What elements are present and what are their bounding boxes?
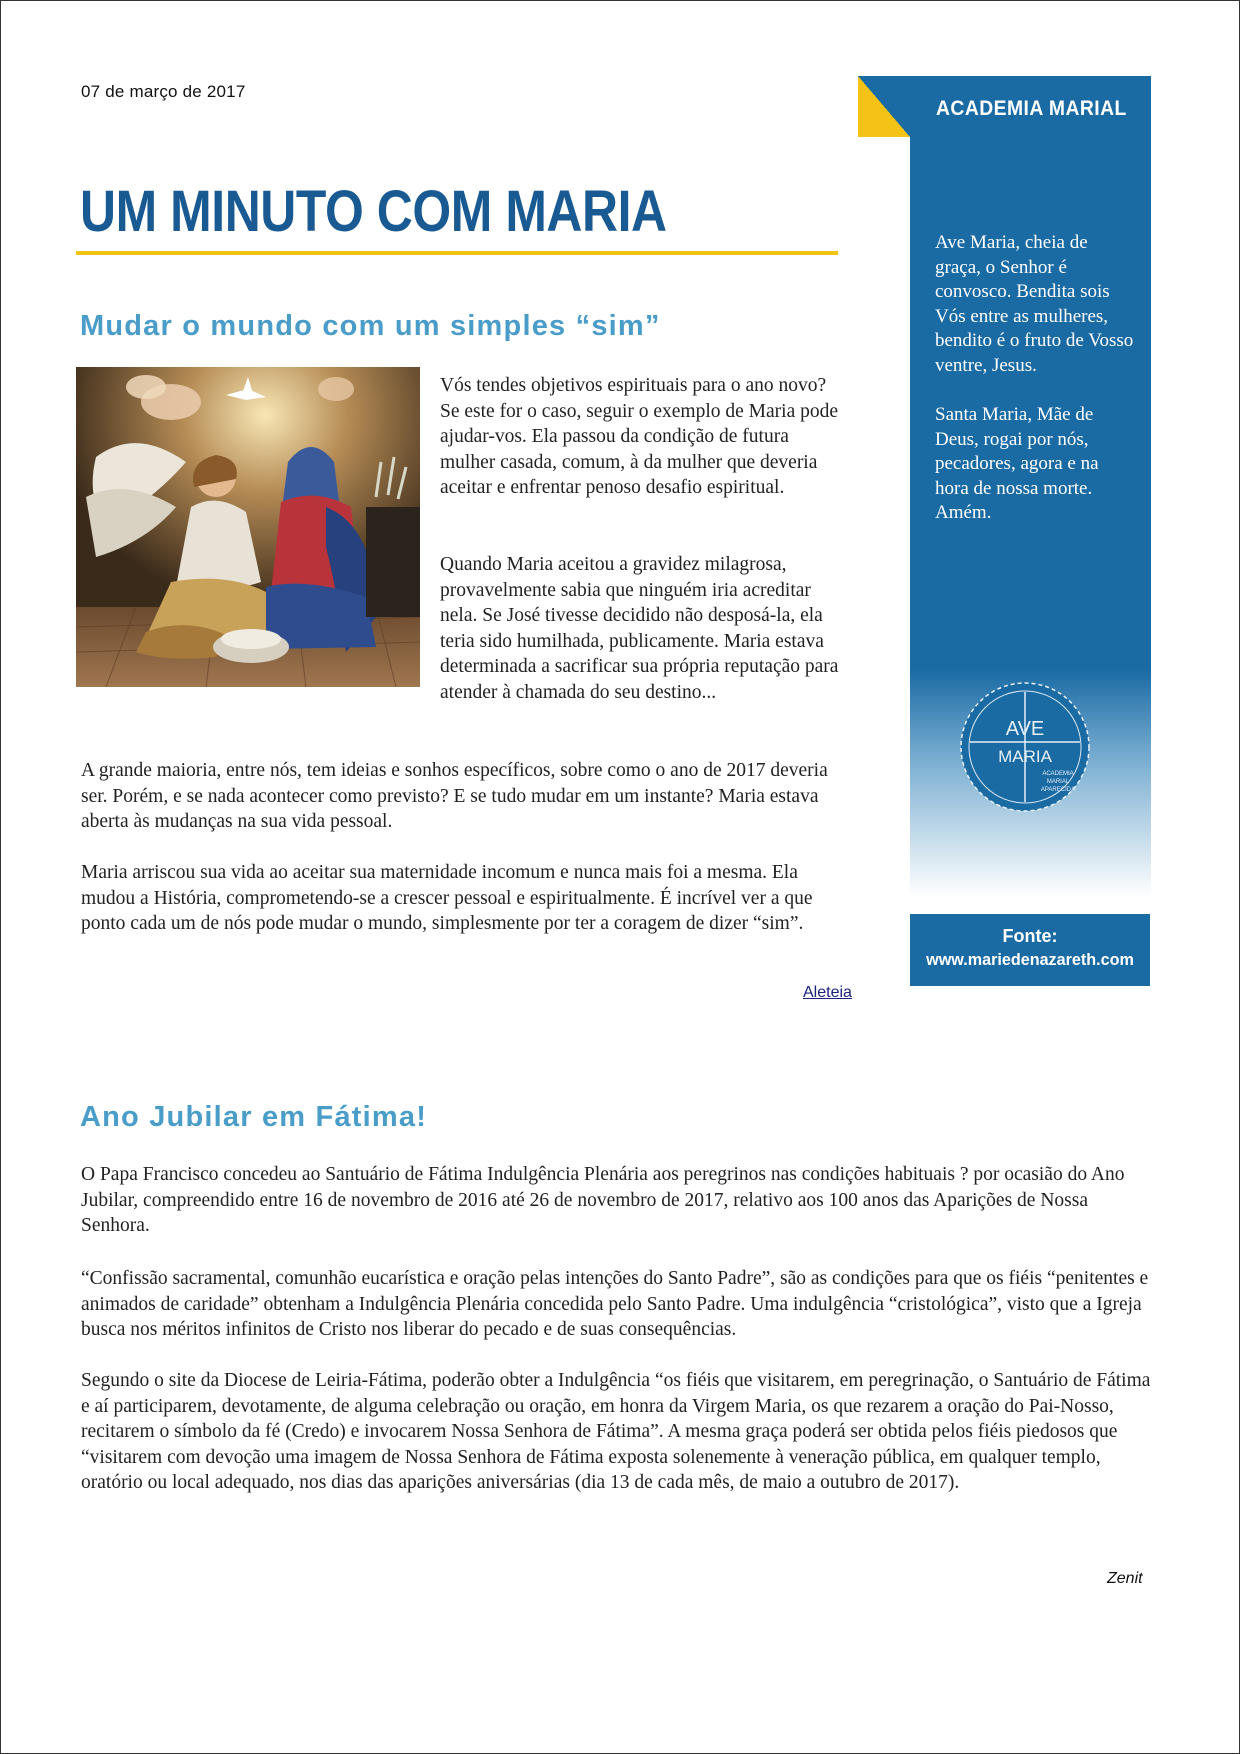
prayer-ave-maria: Ave Maria, cheia de graça, o Senhor é convosco. Bendita sois Vós entre as mulheres, bendito é o fruto de Vosso ventre, Jesus. (935, 232, 1134, 376)
aleteia-source-link[interactable]: Aleteia (803, 984, 852, 1001)
article2-heading: Ano Jubilar em Fátima! (80, 1101, 428, 1133)
article1-paragraph-2: Quando Maria aceitou a gravidez milagrosa, provavelmente sabia que ninguém iria acreditar nela. Se José tivesse decidido não desposá-la, ela teria sido humilhada, publicamente. Maria estava determinada a sacrificar sua própria reputação para atender à chamada do seu destino... (440, 554, 839, 703)
seal-aparecida: APARECIDA (1040, 787, 1076, 793)
source-label: Fonte: (1002, 926, 1058, 946)
seal-marial: MARIAL (1046, 779, 1070, 785)
article1-heading: Mudar o mundo com um simples “sim” (80, 310, 661, 342)
article2-paragraph-3: Segundo o site da Diocese de Leiria-Fátima, poderão obter a Indulgência “os fiéis que visitarem, em peregrinação, o Santuário de Fátima e aí participarem, devotamente, de alguma celebração ou oração, em honra da Virgem Maria, os que rezarem a oração do Pai-Nosso, recitarem o símbolo da fé (Credo) e invocarem Nossa Senhora de Fátima”. A mesma graça poderá ser obtida pelos fiéis piedosos que “visitarem com devoção uma imagem de Nossa Senhora de Fátima exposta solenemente à veneração pública, em qualquer templo, oratório ou local adequado, nos dias das aparições aniversárias (dia 13 de cada mês, de maio a outubro de 2017). (81, 1370, 1151, 1493)
article1-paragraph-4: Maria arriscou sua vida ao aceitar sua maternidade incomum e nunca mais foi a mesma. Ela mudou a História, comprometendo-se a crescer pessoal e espiritualmente. É incrível ver a que ponto cada um de nós pode mudar o mundo, simplesmente por ter a coragem de dizer “sim”. (81, 862, 813, 934)
article2-paragraph-1: O Papa Francisco concedeu ao Santuário de Fátima Indulgência Plenária aos peregrinos nas condições habituais ? por ocasião do Ano Jubilar, compreendido entre 16 de novembro de 2016 até 26 de novembro de 2017, relativo aos 100 anos das Aparições de Nossa Senhora. (81, 1164, 1125, 1236)
source-url[interactable]: www.mariedenazareth.com (926, 950, 1134, 969)
article1-paragraph-1: Vós tendes objetivos espirituais para o ano novo? Se este for o caso, seguir o exemplo de Maria pode ajudar-vos. Ela passou da condição de futura mulher casada, comum, à da mulher que deveria aceitar e enfrentar penoso desafio espiritual. (440, 375, 838, 498)
sidebar-heading: ACADEMIA MARIAL (936, 97, 1127, 120)
ave-maria-seal (958, 680, 1092, 814)
seal-maria: MARIA (998, 747, 1052, 766)
sidebar-prayer (935, 231, 1135, 526)
zenit-source: Zenit (1107, 1570, 1143, 1587)
page-title: UM MINUTO COM MARIA (80, 179, 667, 244)
prayer-santa-maria: Santa Maria, Mãe de Deus, rogai por nós, pecadores, agora e na hora de nossa morte. Amém. (935, 404, 1099, 523)
source-box (910, 914, 1150, 986)
issue-date: 07 de março de 2017 (81, 82, 246, 101)
title-underline (76, 251, 838, 255)
article2-paragraph-2: “Confissão sacramental, comunhão eucarística e oração pelas intenções do Santo Padre”, são as condições para que os fiéis “penitentes e animados de caridade” obtenham a Indulgência Plenária concedida pelo Santo Padre. Uma indulgência “cristológica”, visto que a Igreja busca nos méritos infinitos de Cristo nos liberar do pecado e de suas consequências. (81, 1268, 1149, 1340)
annunciation-painting (76, 367, 420, 687)
sidebar-gold-corner (858, 76, 910, 137)
seal-academia: ACADEMIA (1042, 771, 1074, 777)
ave-maria-seal-icon (958, 680, 1092, 814)
article1-paragraph-3: A grande maioria, entre nós, tem ideias e sonhos específicos, sobre como o ano de 2017 deveria ser. Porém, e se nada acontecer como previsto? E se tudo mudar em um instante? Maria estava aberta às mudanças na sua vida pessoal. (81, 760, 828, 832)
seal-ave: AVE (1005, 718, 1045, 740)
annunciation-painting-icon (76, 367, 420, 687)
